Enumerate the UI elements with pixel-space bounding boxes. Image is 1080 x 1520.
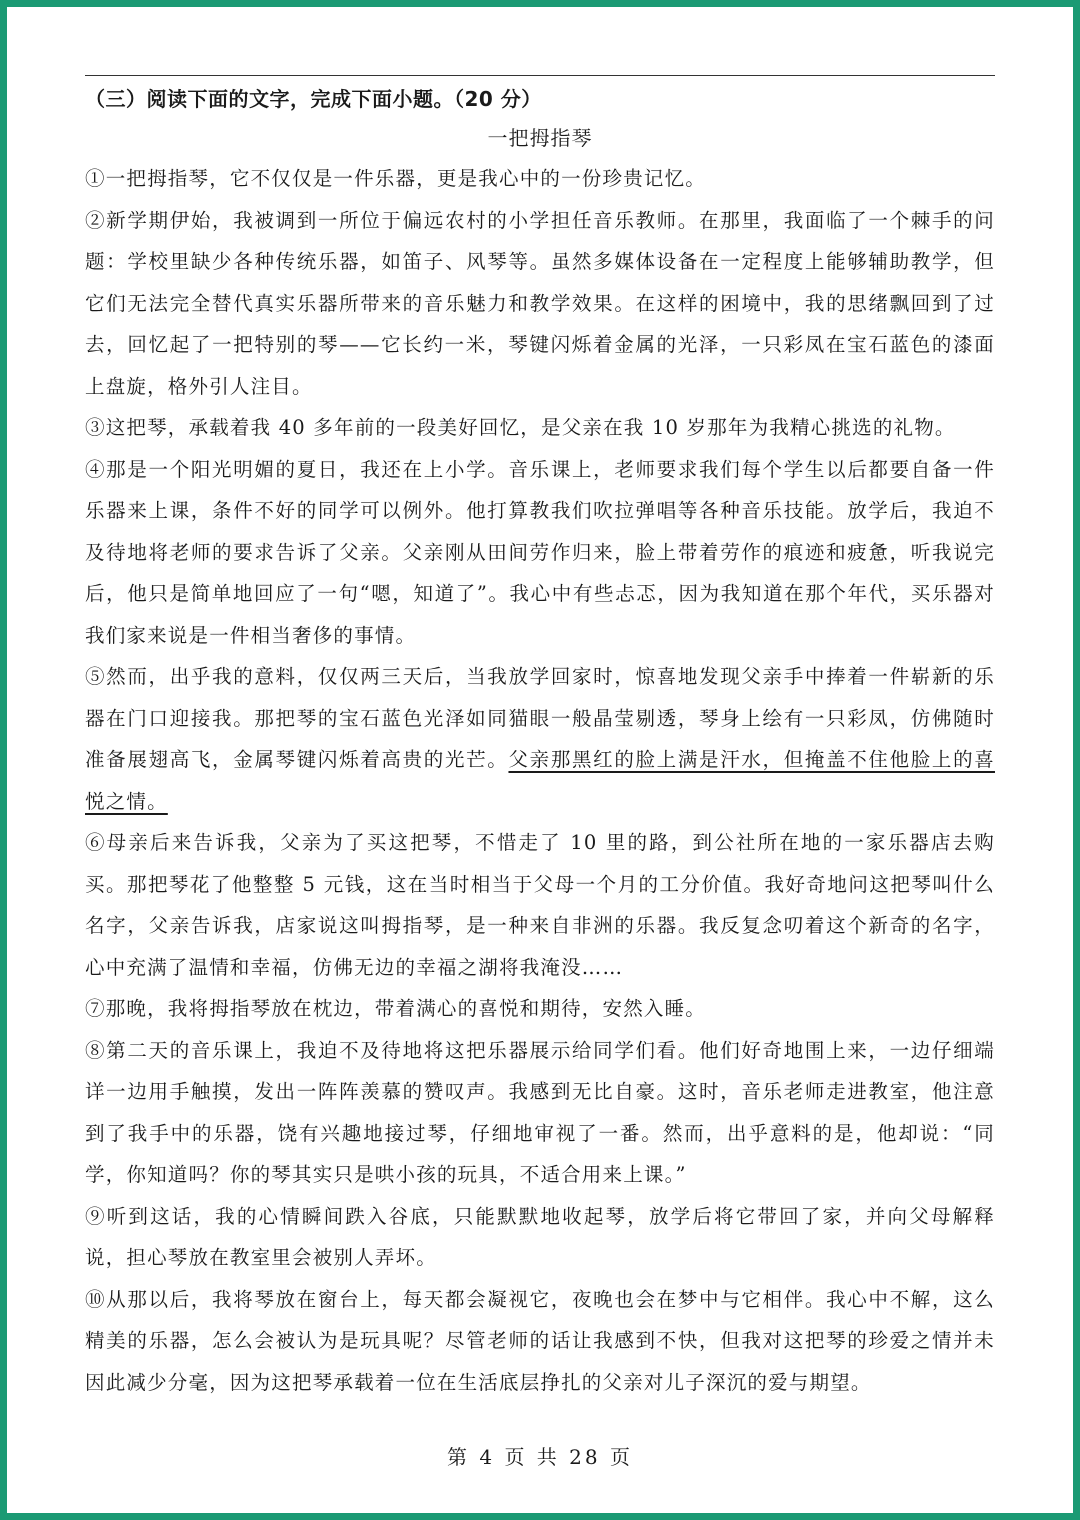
paragraph-text: ①一把拇指琴，它不仅仅是一件乐器，更是我心中的一份珍贵记忆。: [85, 167, 707, 190]
section-heading: （三）阅读下面的文字，完成下面小题。（20 分）: [85, 87, 542, 111]
paragraph-text: ⑥母亲后来告诉我，父亲为了买这把琴，不惜走了 10 里的路，到公社所在地的一家乐器店去购买。那把琴花了他整整 5 元钱，这在当时相当于父母一个月的工分价值。我好奇地问这把琴叫什么名字，父亲告诉我，店家说这叫拇指琴，是一种来自非洲的乐器。我反复念叨着这个新奇的名字，心中充满了温情和幸福，仿佛无边的幸福之湖将我淹没……: [85, 831, 995, 979]
paragraph-5: [85, 656, 995, 822]
paragraph-6: [85, 822, 995, 988]
paragraph-7: [85, 988, 995, 1030]
underlined-sentence: 父亲那黑红的脸上满是汗水，但掩盖不住他脸上的喜悦之情。: [85, 748, 995, 813]
top-divider: [85, 75, 995, 76]
paragraph-9: [85, 1196, 995, 1279]
paragraph-10: [85, 1279, 995, 1404]
paragraph-text: ⑦那晚，我将拇指琴放在枕边，带着满心的喜悦和期待，安然入睡。: [85, 997, 707, 1020]
paragraph-text: ⑨听到这话，我的心情瞬间跌入谷底，只能默默地收起琴，放学后将它带回了家，并向父母解释说，担心琴放在教室里会被别人弄坏。: [85, 1204, 995, 1269]
page-number-footer: 第 4 页 共 28 页: [447, 1445, 633, 1469]
paragraph-text: ②新学期伊始，我被调到一所位于偏远农村的小学担任音乐教师。在那里，我面临了一个棘手的问题：学校里缺少各种传统乐器，如笛子、风琴等。虽然多媒体设备在一定程度上能够辅助教学，但它们无法完全替代真实乐器所带来的音乐魅力和教学效果。在这样的困境中，我的思绪飘回到了过去，回忆起了一把特别的琴——它长约一米，琴键闪烁着金属的光泽，一只彩凤在宝石蓝色的漆面上盘旋，格外引人注目。: [85, 208, 995, 398]
document-body: [85, 80, 995, 1403]
paragraph-3: [85, 407, 995, 449]
paragraph-text: ④那是一个阳光明媚的夏日，我还在上小学。音乐课上，老师要求我们每个学生以后都要自备一件乐器来上课，条件不好的同学可以例外。他打算教我们吹拉弹唱等各种音乐技能。放学后，我迫不及待地将老师的要求告诉了父亲。父亲刚从田间劳作归来，脸上带着劳作的痕迹和疲惫，听我说完后，他只是简单地回应了一句“嗯，知道了”。我心中有些忐忑，因为我知道在那个年代，买乐器对我们家来说是一件相当奢侈的事情。: [85, 457, 995, 647]
paragraph-text: ⑩从那以后，我将琴放在窗台上，每天都会凝视它，夜晚也会在梦中与它相伴。我心中不解，这么精美的乐器，怎么会被认为是玩具呢？尽管老师的话让我感到不快，但我对这把琴的珍爱之情并未因此减少分毫，因为这把琴承载着一位在生活底层挣扎的父亲对儿子深沉的爱与期望。: [85, 1287, 995, 1394]
paragraph-8: [85, 1030, 995, 1196]
paragraph-4: [85, 449, 995, 657]
paragraph-1: [85, 158, 995, 200]
paragraph-text: ⑧第二天的音乐课上，我迫不及待地将这把乐器展示给同学们看。他们好奇地围上来，一边仔细端详一边用手触摸，发出一阵阵羡慕的赞叹声。我感到无比自豪。这时，音乐老师走进教室，他注意到了我手中的乐器，饶有兴趣地接过琴，仔细地审视了一番。然而，出乎意料的是，他却说：“同学，你知道吗？你的琴其实只是哄小孩的玩具，不适合用来上课。”: [85, 1038, 995, 1186]
paragraph-text: ③这把琴，承载着我 40 多年前的一段美好回忆，是父亲在我 10 岁那年为我精心挑选的礼物。: [85, 416, 956, 439]
article-title: 一把拇指琴: [487, 126, 593, 150]
paragraph-text: ⑤然而，出乎我的意料，仅仅两三天后，当我放学回家时，惊喜地发现父亲手中捧着一件崭新的乐器在门口迎接我。那把琴的宝石蓝色光泽如同猫眼一般晶莹剔透，琴身上绘有一只彩凤，仿佛随时准备展翅高飞，金属琴键闪烁着高贵的光芒。: [85, 665, 995, 771]
paragraph-2: [85, 200, 995, 408]
